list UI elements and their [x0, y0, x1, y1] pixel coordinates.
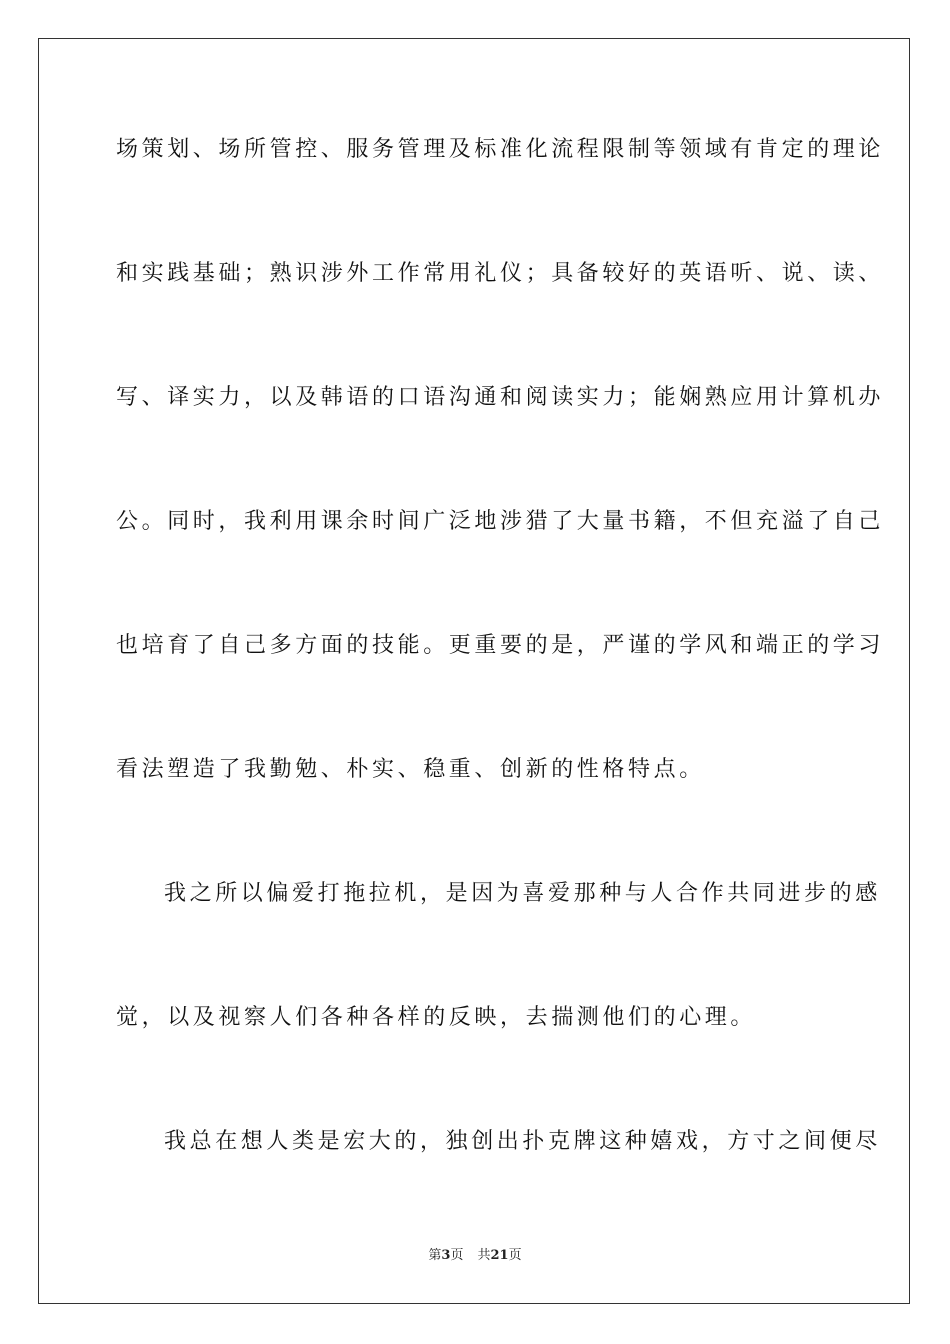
page-prefix: 第 [428, 1248, 442, 1263]
text-line-1: 场策划、场所管控、服务管理及标准化流程限制等领域有肯定的理论 [116, 137, 885, 162]
text-line-2: 和实践基础；熟识涉外工作常用礼仪；具备较好的英语听、说、读、 [116, 261, 885, 286]
paragraph-3-line-1: 我总在想人类是宏大的，独创出扑克牌这种嬉戏，方寸之间便尽 [164, 1129, 881, 1154]
paragraph-2-line-2: 觉，以及视察人们各种各样的反映，去揣测他们的心理。 [116, 1005, 757, 1030]
page-footer [0, 1247, 950, 1265]
total-pages: 21 [490, 1248, 509, 1263]
total-prefix: 共 [477, 1248, 491, 1263]
page-border [38, 38, 910, 1304]
text-line-4: 公。同时，我利用课余时间广泛地涉猎了大量书籍，不但充溢了自己 [116, 509, 885, 534]
page-number: 3 [441, 1248, 451, 1263]
total-suffix: 页 [508, 1248, 522, 1263]
text-line-5: 也培育了自己多方面的技能。更重要的是，严谨的学风和端正的学习 [116, 633, 885, 658]
text-line-3: 写、译实力，以及韩语的口语沟通和阅读实力；能娴熟应用计算机办 [116, 385, 885, 410]
page-suffix: 页 [450, 1248, 464, 1263]
paragraph-2-line-1: 我之所以偏爱打拖拉机，是因为喜爱那种与人合作共同进步的感 [164, 881, 881, 906]
text-line-6: 看法塑造了我勤勉、朴实、稳重、创新的性格特点。 [116, 757, 705, 782]
